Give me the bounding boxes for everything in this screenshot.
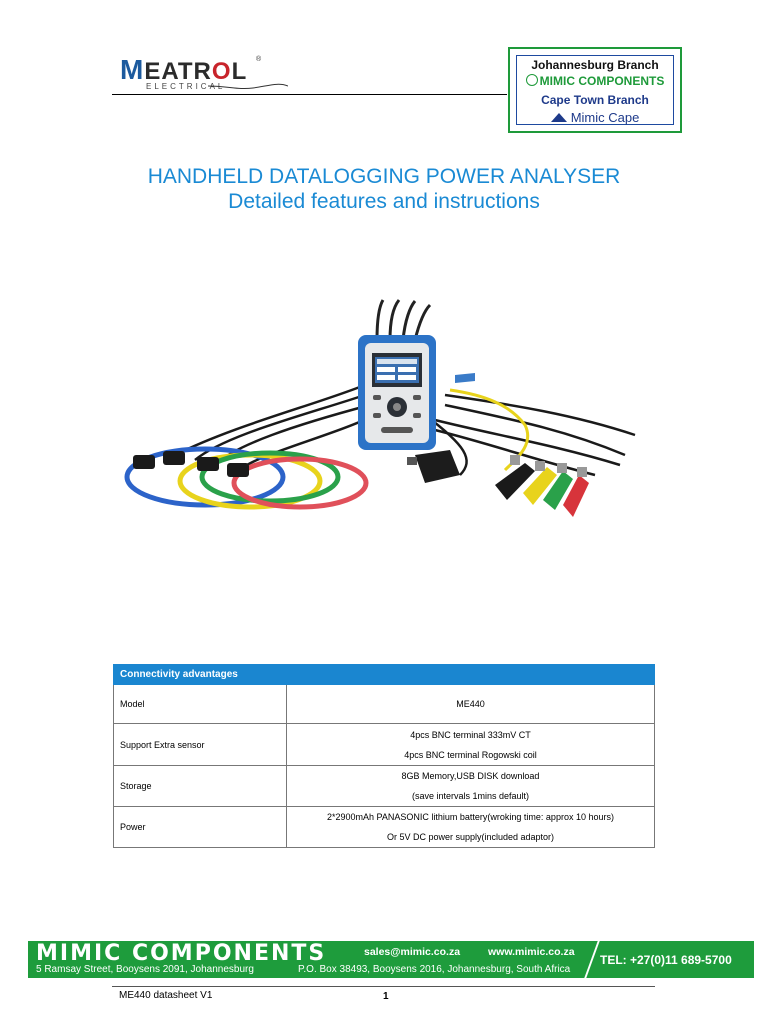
branch-inner	[516, 55, 674, 125]
mimic-components-icon	[526, 74, 538, 86]
header-rule	[112, 94, 507, 95]
footer-banner	[28, 941, 754, 978]
registered-mark: ®	[256, 56, 262, 63]
mimic-cape-label: Mimic Cape	[570, 110, 640, 125]
row-label: Model	[114, 685, 287, 724]
footer-rule	[112, 986, 655, 987]
table-row	[114, 724, 655, 766]
spec-table-header-row	[114, 665, 655, 685]
footer-divider	[584, 941, 599, 978]
footer-street-address: 5 Ramsay Street, Booysens 2091, Johannesburg	[36, 964, 254, 975]
logo-initial: M	[120, 54, 145, 85]
footer-company-name: MIMIC COMPONENTS	[36, 941, 327, 966]
logo-swoosh-icon	[208, 80, 288, 92]
row-value-line: Or 5V DC power supply(included adaptor)	[386, 832, 555, 842]
branch-box	[508, 47, 682, 133]
spec-table	[113, 664, 655, 848]
cape-town-branch-label: Cape Town Branch	[541, 93, 649, 107]
row-value	[287, 807, 655, 848]
power-analyser-product-image	[115, 295, 655, 530]
row-value-line: 4pcs BNC terminal 333mV CT	[410, 729, 531, 740]
row-value-line: 8GB Memory,USB DISK download	[401, 771, 540, 781]
meatrol-logo	[120, 54, 290, 94]
mimic-components-logo	[517, 74, 673, 88]
johannesburg-branch-label: Johannesburg Branch	[531, 58, 659, 72]
row-value	[287, 724, 655, 766]
mimic-components-label: MIMIC COMPONENTS	[539, 74, 665, 88]
row-value-line: (save intervals 1mins default)	[411, 791, 530, 801]
row-label: Storage	[114, 766, 287, 807]
logo-o: O	[211, 58, 232, 85]
document-subtitle: Detailed features and instructions	[228, 190, 540, 213]
logo-end: L	[231, 58, 248, 85]
spec-table-header: Connectivity advantages	[114, 665, 655, 685]
row-label: Support Extra sensor	[114, 724, 287, 766]
footer-telephone: TEL: +27(0)11 689-5700	[600, 953, 732, 967]
row-value-line: 4pcs BNC terminal Rogowski coil	[404, 749, 537, 760]
mimic-cape-icon	[551, 113, 567, 122]
row-label: Power	[114, 807, 287, 848]
table-row	[114, 685, 655, 724]
table-row	[114, 766, 655, 807]
footer-postal-address: P.O. Box 38493, Booysens 2016, Johannesburg, South Africa	[298, 964, 571, 975]
row-value-line: 2*2900mAh PANASONIC lithium battery(wroking time: approx 10 hours)	[327, 812, 614, 822]
mimic-cape-logo	[517, 110, 673, 125]
logo-subtitle: ELECTRICAL	[146, 82, 226, 91]
row-value	[287, 766, 655, 807]
page-number: 1	[383, 991, 389, 1002]
document-title: HANDHELD DATALOGGING POWER ANALYSER	[147, 165, 621, 188]
table-row	[114, 807, 655, 848]
logo-text: EATR	[144, 58, 212, 85]
row-value-line: ME440	[456, 699, 485, 709]
document-id: ME440 datasheet V1	[119, 990, 213, 1001]
footer-website-link[interactable]: www.mimic.co.za	[488, 946, 575, 958]
footer-email-link[interactable]: sales@mimic.co.za	[364, 946, 461, 958]
row-value	[287, 685, 655, 724]
